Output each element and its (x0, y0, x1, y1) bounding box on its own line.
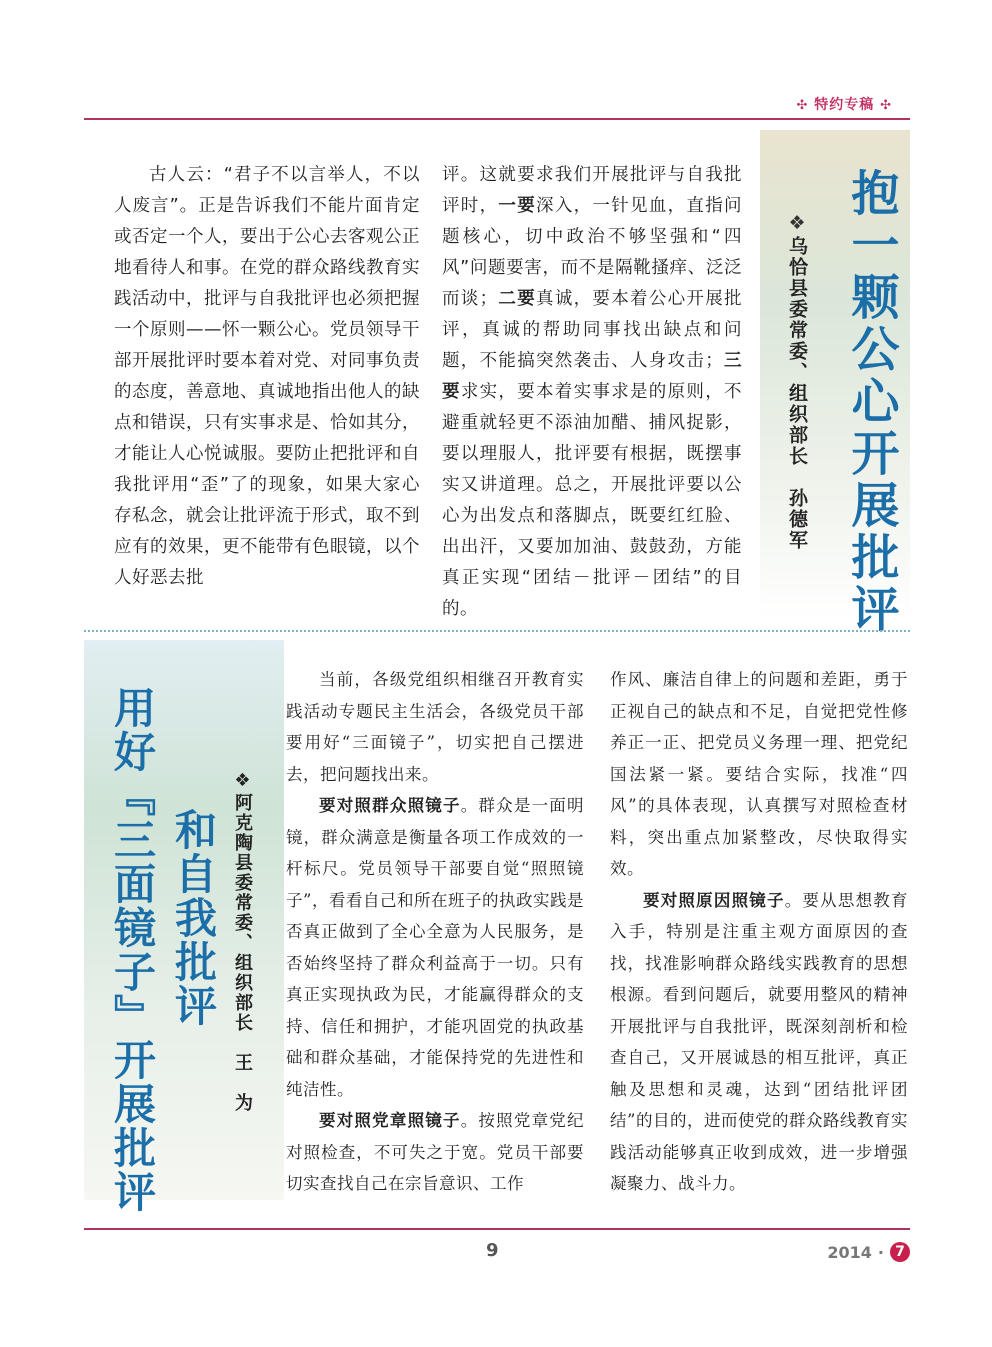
keyword: 要对照群众照镜子 (319, 796, 461, 815)
footer-rule (84, 1228, 910, 1230)
keyword: 要对照党章照镜子 (319, 1111, 461, 1130)
article1-column-1 (114, 160, 420, 594)
article2-column-2 (610, 664, 908, 1200)
page-number: 9 (486, 1240, 499, 1261)
issue-number-badge: 7 (890, 1242, 910, 1262)
keyword: 要对照原因照镜子 (643, 890, 785, 910)
text-run: 。要从思想教育入手，特别是注重主观方面原因的查找，找准影响群众路线实践教育的思想根源。看到问题后，就要用整风的精神开展批评与自我批评，既深刻剖析和检查自己，又开展诚恳的相互批评，真正触及思想和灵魂，达到“团结批评团结”的目的，进而使党的群众路线教育实践活动能够真正收到成效，进一步增强凝聚力、战斗力。 (610, 890, 909, 1193)
article2-paragraph: 当前，各级党组织相继召开教育实践活动专题民主生活会，各级党员干部要用好“三面镜子”，切实把自己摆进去，把问题找出来。 (286, 670, 584, 784)
ornament-right-icon: ✣ (880, 98, 892, 113)
article2-paragraph (286, 1105, 584, 1200)
article2-title-sub: 和自我批评 (169, 808, 218, 1028)
article2-paragraph (286, 790, 584, 1105)
keyword: 二要 (497, 289, 537, 309)
section-tag (796, 94, 892, 114)
author-bullet-icon: ❖ (232, 770, 253, 793)
article2-paragraph-cont: 作风、廉洁自律上的问题和差距，勇于正视自己的缺点和不足，自觉把党性修养正一正、把党员义务理一理、把党纪国法紧一紧。要结合实际，找准“四风”的具体表现，认真撰写对照检查材料，突出重点加紧整改，尽快取得实效。 (610, 670, 908, 878)
article1-title: 抱一颗公心开展批评 (843, 168, 899, 636)
author-bullet-icon: ❖ (786, 212, 808, 236)
header-rule (84, 118, 910, 120)
article2-title-main: 用好『三面镜子』开展批评 (108, 686, 157, 1214)
text-run: 评。这就要求我们开展批评与自我批评时， (442, 165, 742, 216)
text-run: 。群众是一面明镜，群众满意是衡量各项工作成效的一杆标尺。党员领导干部要自觉“照照镜子”，看看自己和所在班子的执政实践是否真正做到了全心全意为人民服务，是否始终坚持了群众利益高于一切。只有真正实现执政为民，才能赢得群众的支持、信任和拥护，才能巩固党的执政基础和群众基础，才能保持党的先进性和纯洁性。 (286, 796, 585, 1099)
article1-author-text: 乌恰县委常委、组织部长 孙德军 (786, 236, 808, 551)
text-run: 真诚，要本着公心开展批评，真诚的帮助同事找出缺点和问题，不能搞突然袭击、人身攻击； (442, 289, 743, 371)
article2-column-1 (286, 664, 584, 1200)
article2-author-text: 阿克陶县委常委、组织部长 王 为 (232, 793, 253, 1113)
keyword: 三要 (442, 351, 743, 402)
article1-paragraph: 古人云：“君子不以言举人，不以人废言”。正是告诉我们不能片面肯定或否定一个人，要出于公心去客观公正地看待人和事。在党的群众路线教育实践活动中，批评与自我批评也必须把握一个原则——怀一颗公心。党员领导干部开展批评时要本着对党、对同事负责的态度，善意地、真诚地指出他人的缺点和错误，只有实事求是、恰如其分，才能让人心悦诚服。要防止把批评和自我批评用“歪”了的现象，如果大家心存私念，就会让批评流于形式，取不到应有的效果，更不能带有色眼镜，以个人好恶去批 (114, 165, 420, 588)
article1-paragraph-cont (442, 160, 742, 625)
section-tag-label: 特约专稿 (814, 97, 875, 113)
issue-dot: · (877, 1242, 884, 1262)
text-run: 求实，要本着实事求是的原则，不避重就轻更不添油加醋、捕风捉影，要以理服人，批评要有根据，既摆事实又讲道理。总之，开展批评要以公心为出发点和落脚点，既要红红脸、出出汗，又要加加油、鼓鼓劲，方能真正实现“团结－批评－团结”的目的。 (442, 382, 743, 619)
text-run: 深入，一针见血，直指问题核心，切中政治不够坚强和“四风”问题要害，而不是隔靴搔痒、泛泛而谈； (442, 196, 743, 309)
article-divider (84, 630, 910, 632)
article1-author (784, 212, 810, 551)
keyword: 一要 (498, 196, 537, 216)
issue-year: 2014 (827, 1242, 872, 1262)
article2-paragraph (610, 885, 908, 1200)
article2-author (230, 770, 254, 1113)
ornament-left-icon: ✣ (796, 98, 809, 113)
issue-label (827, 1242, 910, 1262)
article1-column-2 (442, 160, 742, 625)
text-run: 。按照党章党纪对照检查，不可失之于宽。党员干部要切实查找自己在宗旨意识、工作 (286, 1111, 585, 1193)
